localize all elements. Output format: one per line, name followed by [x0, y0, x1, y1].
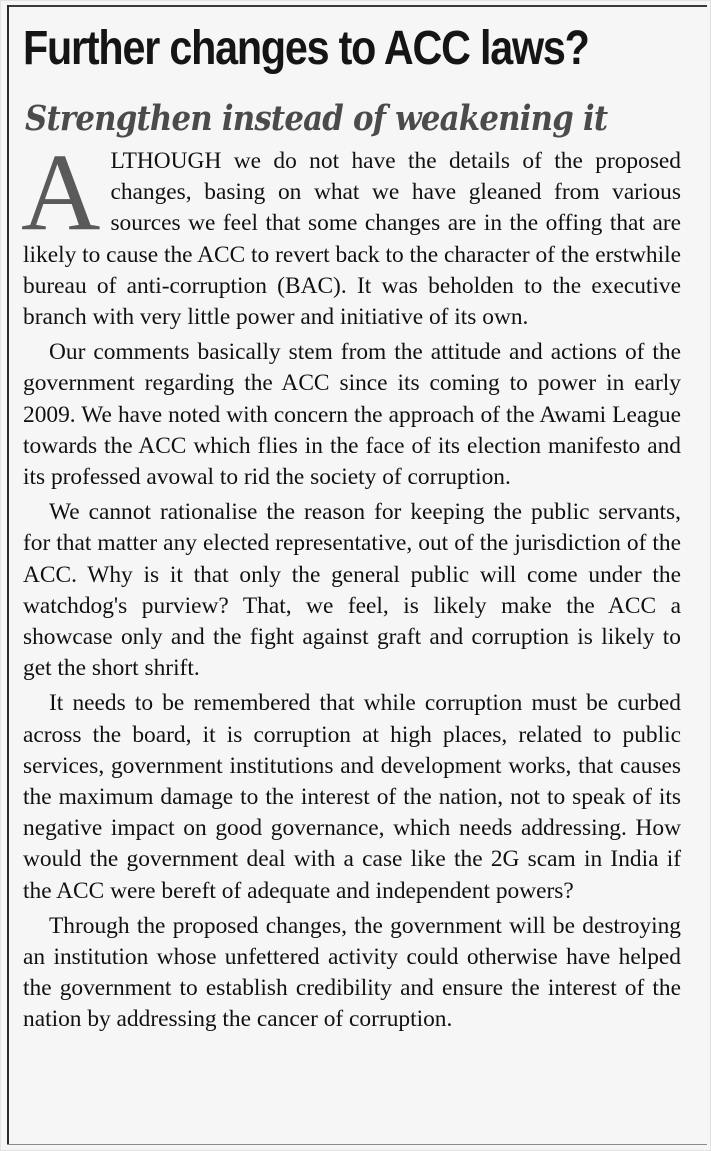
headline: Further changes to ACC laws? — [23, 22, 589, 75]
paragraph-2: Our comments basically stem from the attitude and actions of the government regarding the ACC since its coming to power in early 2009. We have noted with concern the approach of the Awami League towards the ACC which flies in the face of its election manifesto and its professed avowal to rid the society of corruption. — [23, 339, 681, 491]
bottom-rule — [7, 1144, 707, 1145]
paragraph-4: It needs to be remembered that while corruption must be curbed across the board, it is corruption at high places, related to public services, government institutions and development works, that causes the maximum damage to the interest of the nation, not to speak of its negative impact on good governance, which needs addressing. How would the government deal with a case like the 2G scam in India if the ACC were bereft of adequate and independent powers? — [23, 690, 681, 904]
paragraph-5: Through the proposed changes, the government will be destroying an institution whose unfettered activity could otherwise have helped the government to establish credibility and ensure the interest of the nation by addressing the cancer of corruption. — [23, 912, 681, 1033]
paragraph-3: We cannot rationalise the reason for keeping the public servants, for that matter any elected representative, out of the jurisdiction of the ACC. Why is it that only the general public will come under the watchdog's purview? That, we feel, is likely make the ACC a showcase only and the fight against graft and corruption is likely to get the short shrift. — [23, 499, 681, 682]
paragraph-1-text: LTHOUGH we do not have the details of the proposed changes, basing on what we have gleaned from various sources we feel that some changes are in the offing that are likely to cause the ACC to revert back to the character of the erstwhile bureau of anti-corruption (BAC). It was beholden to the executive branch with very little power and initiative of its own. — [23, 148, 681, 331]
left-rule — [7, 5, 9, 1145]
drop-cap: A — [21, 131, 101, 253]
subheadline: Strengthen instead of weakening it — [25, 98, 608, 139]
top-rule — [7, 5, 707, 7]
paragraph-1 — [21, 131, 681, 333]
article-body — [21, 131, 681, 1040]
